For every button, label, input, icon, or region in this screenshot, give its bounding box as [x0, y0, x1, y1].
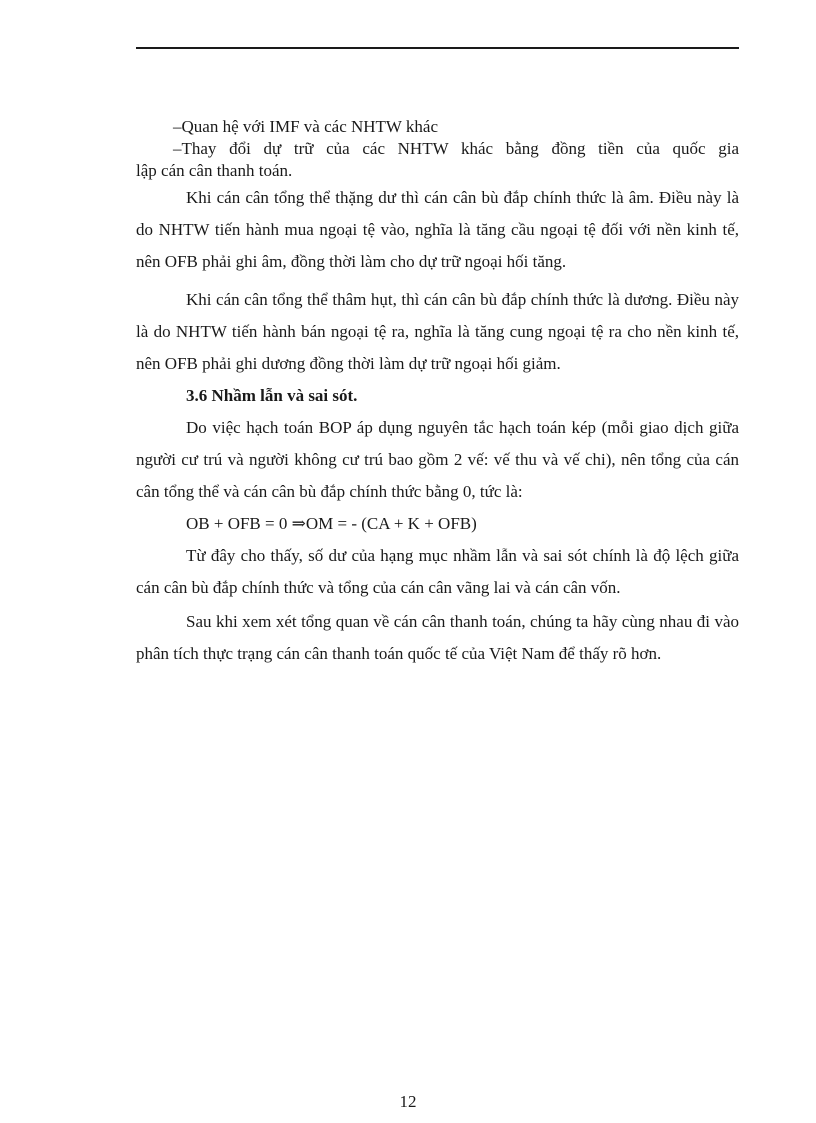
bullet-imf: –Quan hệ với IMF và các NHTW khác: [173, 117, 439, 136]
paragraph-errors: Từ đây cho thấy, số dư của hạng mục nhầm lẫn và sai sót chính là độ lệch giữa cán cân bù đắp chính thức và tổng của cán cân vãng lai và cán cân vốn.: [136, 546, 739, 597]
page-number: 12: [399, 1092, 417, 1111]
paragraph-conclusion: Sau khi xem xét tổng quan về cán cân thanh toán, chúng ta hãy cùng nhau đi vào phân tích thực trạng cán cân thanh toán quốc tế của Việt Nam để thấy rõ hơn.: [136, 612, 739, 663]
page-body: [136, 116, 739, 670]
paragraph-double-entry: Do việc hạch toán BOP áp dụng nguyên tắc hạch toán kép (mỗi giao dịch giữa người cư trú và người không cư trú bao gồm 2 vế: vế thu và vế chi), nên tổng của cán cân tổng thể và cán cân bù đắp chính thức bằng 0, tức là:: [136, 418, 739, 501]
bullet-continuation: lập cán cân thanh toán.: [136, 161, 293, 180]
section-heading: 3.6 Nhầm lẫn và sai sót.: [186, 386, 358, 405]
header-rule: [136, 47, 739, 49]
bullet-reserves: –Thay đổi dự trữ của các NHTW khác bằng đồng tiền của quốc gia: [173, 139, 739, 158]
paragraph-surplus: Khi cán cân tổng thể thặng dư thì cán cân bù đắp chính thức là âm. Điều này là do NHTW tiến hành mua ngoại tệ vào, nghĩa là tăng cầu ngoại tệ đối với nền kinh tế, nên OFB phải ghi âm, đồng thời làm cho dự trữ ngoại hối tăng.: [136, 188, 739, 271]
paragraph-deficit: Khi cán cân tổng thể thâm hụt, thì cán cân bù đắp chính thức là dương. Điều này là do NHTW tiến hành bán ngoại tệ ra, nghĩa là tăng cung ngoại tệ ra cho nền kinh tế, nên OFB phải ghi dương đồng thời làm dự trữ ngoại hối giảm.: [136, 290, 739, 373]
formula: OB + OFB = 0 ⇒OM = - (CA + K + OFB): [186, 514, 477, 533]
